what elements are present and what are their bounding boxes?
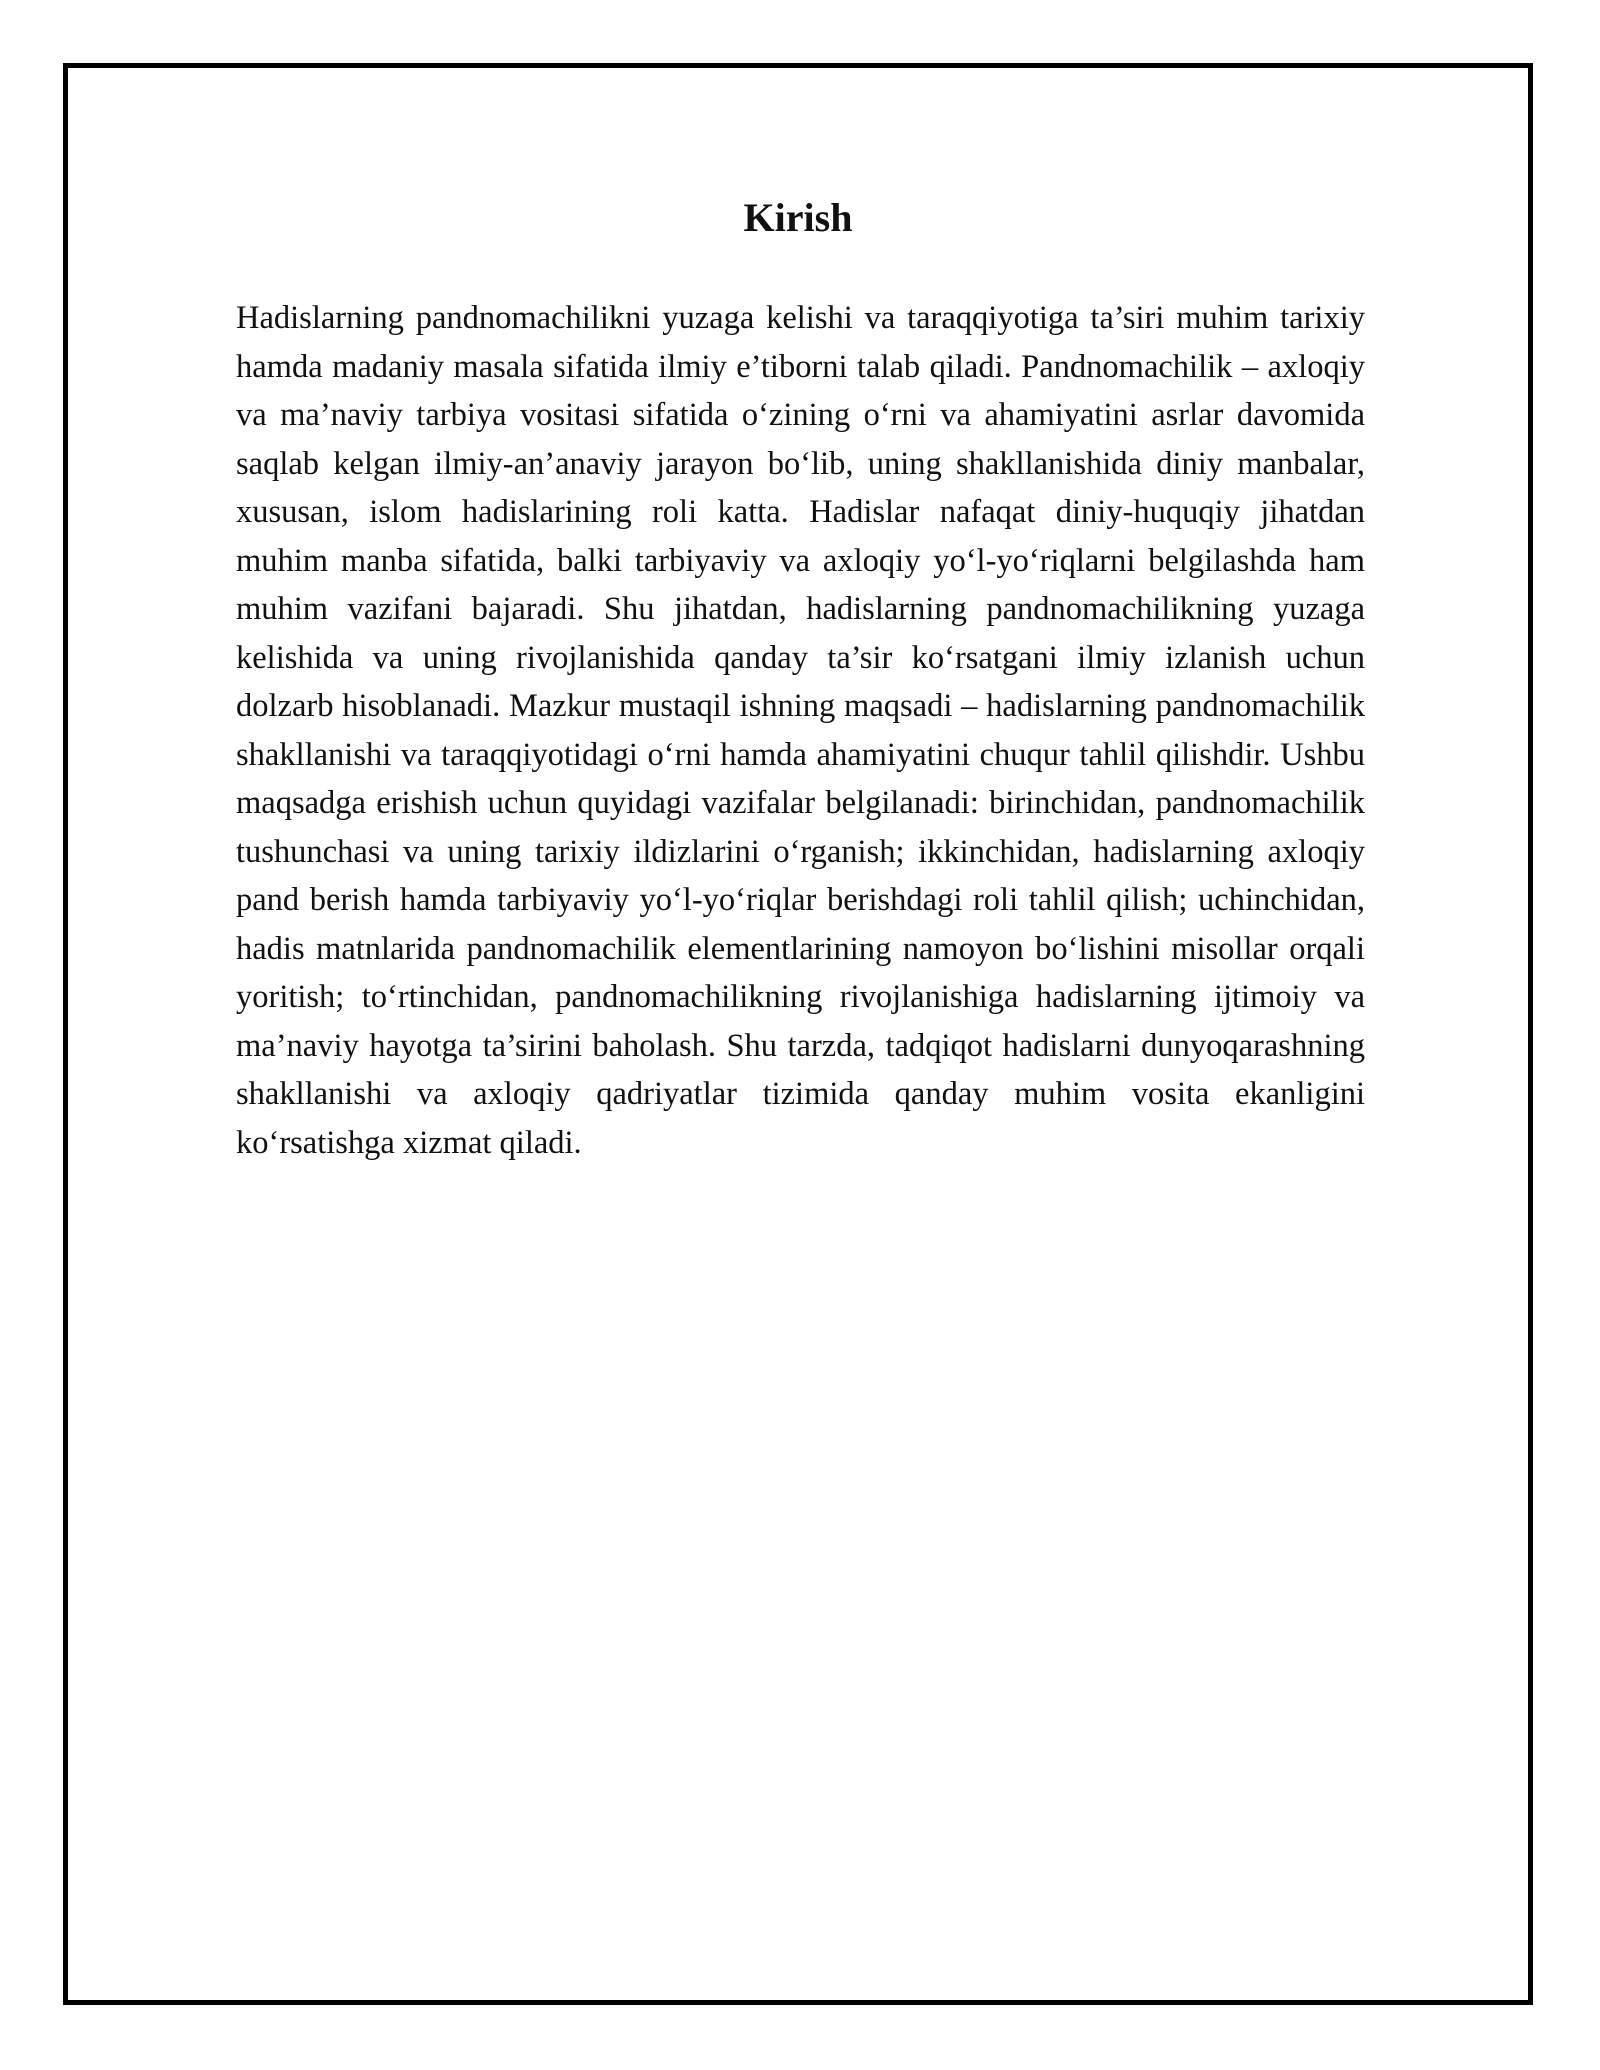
- page-border-frame: [63, 63, 1533, 2005]
- body-paragraph: Hadislarning pandnomachilikni yuzaga kelishi va taraqqiyotiga ta’siri muhim tarixiy hamda madaniy masala sifatida ilmiy e’tiborni talab qiladi. Pandnomachilik – axloqiy va ma’naviy tarbiya vositasi sifatida o‘zining o‘rni va ahamiyatini asrlar davomida saqlab kelgan ilmiy-an’anaviy jarayon bo‘lib, uning shakllanishida diniy manbalar, xususan, islom hadislarining roli katta. Hadislar nafaqat diniy-huquqiy jihatdan muhim manba sifatida, balki tarbiyaviy va axloqiy yo‘l-yo‘riqlarni belgilashda ham muhim vazifani bajaradi. Shu jihatdan, hadislarning pandnomachilikning yuzaga kelishida va uning rivojlanishida qanday ta’sir ko‘rsatgani ilmiy izlanish uchun dolzarb hisoblanadi. Mazkur mustaqil ishning maqsadi – hadislarning pandnomachilik shakllanishi va taraqqiyotidagi o‘rni hamda ahamiyatini chuqur tahlil qilishdir. Ushbu maqsadga erishish uchun quyidagi vazifalar belgilanadi: birinchidan, pandnomachilik tushunchasi va uning tarixiy ildizlarini o‘rganish; ikkinchidan, hadislarning axloqiy pand berish hamda tarbiyaviy yo‘l-yo‘riqlar berishdagi roli tahlil qilish; uchinchidan, hadis matnlarida pandnomachilik elementlarining namoyon bo‘lishini misollar orqali yoritish; to‘rtinchidan, pandnomachilikning rivojlanishiga hadislarning ijtimoiy va ma’naviy hayotga ta’sirini baholash. Shu tarzda, tadqiqot hadislarni dunyoqarashning shakllanishi va axloqiy qadriyatlar tizimida qanday muhim vosita ekanligini ko‘rsatishga xizmat qiladi.: [236, 300, 1365, 1161]
- page-title: Kirish: [743, 195, 853, 240]
